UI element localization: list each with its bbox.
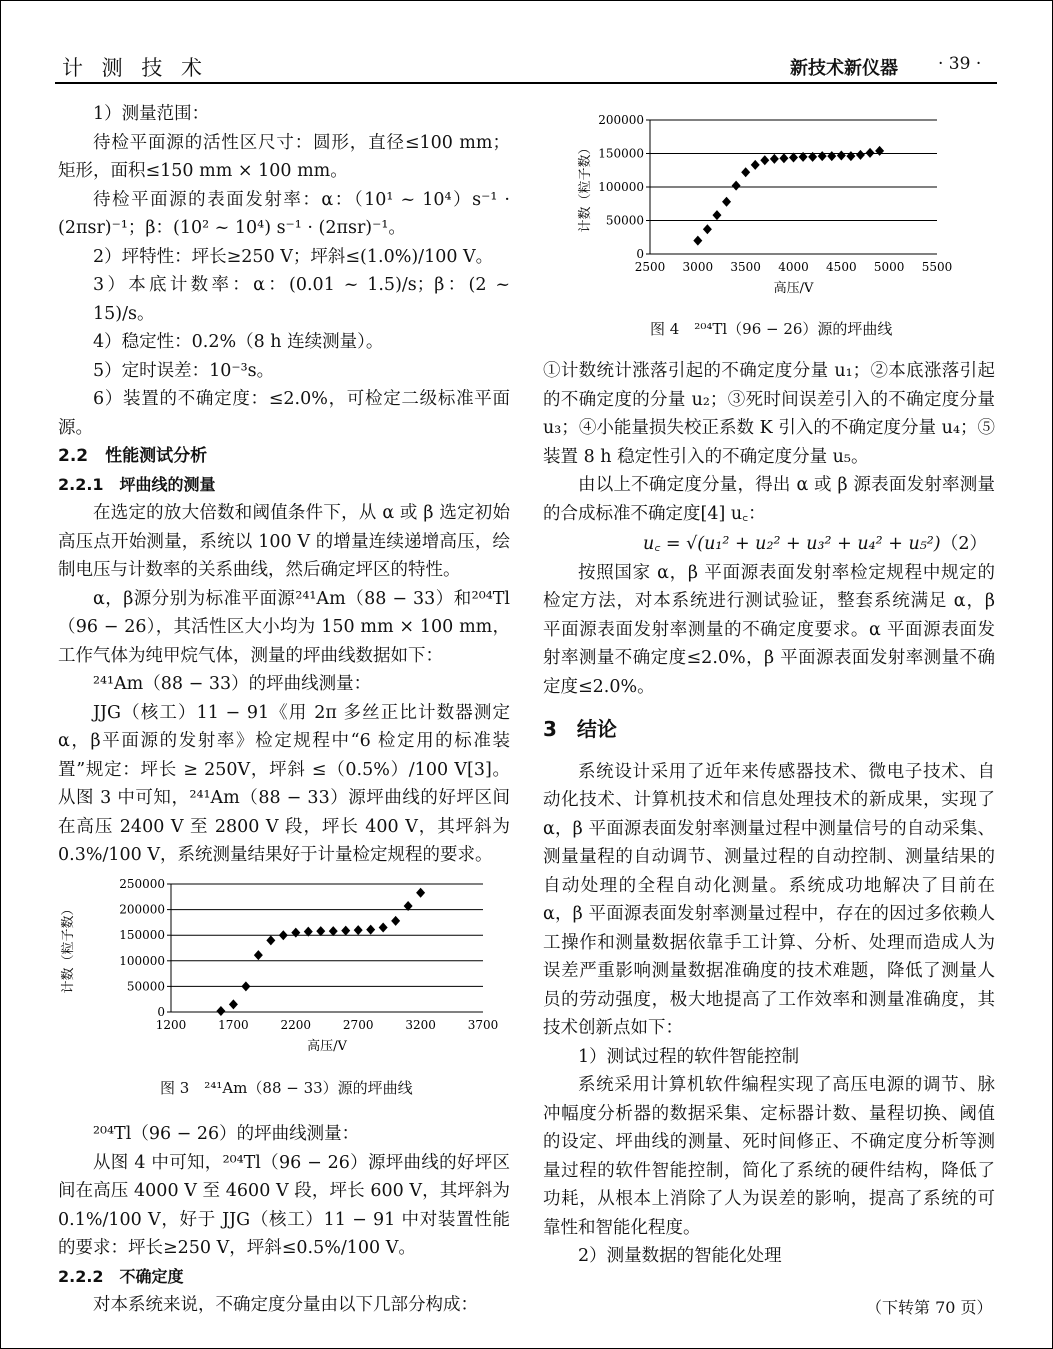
- data-point: [693, 236, 702, 246]
- paragraph: 1）测量范围：: [93, 104, 210, 124]
- data-point: [770, 154, 779, 164]
- paragraph: 6）装置的不确定度：≤2.0%，可检定二级标准平面源。: [58, 389, 510, 438]
- data-point: [216, 1006, 225, 1016]
- data-point: [279, 930, 288, 940]
- continued-note: （下转第 70 页）: [866, 1298, 993, 1317]
- data-point: [291, 928, 300, 938]
- journal-name: 计 测 技 术: [62, 56, 209, 80]
- data-point: [818, 151, 827, 161]
- paragraph: JJG（核工）11 − 91《用 2π 多丝正比计数器测定 α，β平面源的发射率》检定规程中“6 检定用的标准装置”规定：坪长 ≥ 250V，坪斜 ≤（0.5%）/100 V[3]。从图 3 中可知，²⁴¹Am（88 − 33）源坪曲线的好坪区间在高压 2400 V 至 2800 V 段，坪长 400 V，其坪斜为 0.3%/100 V，系统测量结果好于计量检定规程的要求。: [58, 702, 510, 865]
- paragraph: 4）稳定性：0.2%（8 h 连续测量）。: [93, 332, 384, 352]
- paragraph: 由以上不确定度分量，得出 α 或 β 源表面发射率测量的合成标准不确定度[4] u꜀：: [543, 475, 995, 524]
- data-point: [741, 167, 750, 177]
- equation-body: u꜀ = √(u₁² + u₂² + u₃² + u₄² + u₅²): [643, 534, 941, 554]
- x-tick-label: 4000: [778, 260, 809, 274]
- paragraph: ①计数统计涨落引起的不确定度分量 u₁；②本底涨落引起的不确定度的分量 u₂；③死时间误差引入的不确定度分量 u₃；④小能量损失校正系数 K 引入的不确定度分量 u₄；⑤装置 8 h 稳定性引入的不确定度分量 u₅。: [543, 361, 995, 467]
- data-point: [229, 999, 238, 1009]
- paragraph: ²⁴¹Am（88 − 33）的坪曲线测量：: [93, 674, 372, 694]
- paragraph: 待检平面源的活性区尺寸：圆形，直径≤100 mm；矩形，面积≤150 mm × 100 mm。: [58, 132, 510, 181]
- data-point: [789, 153, 798, 163]
- paragraph: 2.2 性能测试分析: [58, 446, 208, 466]
- paragraph: 2.2.2 不确定度: [58, 1266, 184, 1286]
- y-tick-label: 0: [636, 247, 644, 261]
- x-tick-label: 3200: [405, 1018, 436, 1032]
- section-title: 新技术新仪器: [790, 58, 898, 79]
- data-point: [751, 160, 760, 170]
- y-tick-label: 150000: [598, 146, 644, 161]
- paragraph: 在选定的放大倍数和阈值条件下，从 α 或 β 选定初始高压点开始测量，系统以 100 V 的增量连续递增高压，绘制电压与计数率的关系曲线，然后确定坪区的特性。: [58, 503, 510, 580]
- x-tick-label: 5000: [873, 260, 905, 274]
- data-point: [416, 888, 425, 898]
- data-point: [391, 916, 400, 926]
- data-point: [722, 197, 731, 207]
- right-column-part-b: [543, 559, 995, 1271]
- y-tick-label: 150000: [119, 928, 165, 943]
- figure-4-caption: 图 4 ²⁰⁴Tl（96 − 26）源的坪曲线: [650, 320, 893, 338]
- y-tick-label: 50000: [126, 979, 165, 994]
- data-point: [875, 146, 884, 156]
- figure-4-chart: [575, 110, 975, 310]
- header-rule: [55, 82, 997, 84]
- x-tick-label: 1200: [155, 1018, 187, 1032]
- figure-3-chart: [58, 872, 508, 1052]
- right-column-part-a: [543, 357, 995, 528]
- data-point: [760, 155, 769, 165]
- y-axis-label: 计数（粒子数）: [578, 141, 593, 233]
- paragraph: 1）测试过程的软件智能控制: [578, 1046, 800, 1067]
- equation-number: （2）: [940, 534, 987, 554]
- figure-3-caption: 图 3 ²⁴¹Am（88 − 33）源的坪曲线: [160, 1079, 413, 1097]
- x-tick-label: 4500: [826, 260, 857, 274]
- data-point: [732, 181, 741, 191]
- y-tick-label: 200000: [598, 113, 644, 127]
- x-tick-label: 1700: [218, 1018, 249, 1032]
- paragraph: 3）本底计数率：α：(0.01 ~ 1.5)/s；β：(2 ~ 15)/s。: [93, 275, 510, 324]
- paragraph: 从图 4 中可知，²⁰⁴Tl（96 − 26）源坪曲线的好坪区间在高压 4000 V 至 4600 V 段，坪长 600 V，其坪斜为 0.1%/100 V，好于 JJG（核工）11 − 91 中对装置性能的要求：坪长≥250 V，坪斜≤0.5%/100 V。: [58, 1152, 510, 1258]
- y-tick-label: 250000: [119, 877, 165, 891]
- paragraph: 系统设计采用了近年来传感器技术、微电子技术、自动化技术、计算机技术和信息处理技术的新成果，实现了 α，β 平面源表面发射率测量过程中测量信号的自动采集、测量量程的自动调节、测量过程的自动控制、测量结果的自动处理的全程自动化测量。系统成功地解决了目前在 α，β 平面源表面发射率测量过程中，存在的因过多依赖人工操作和测量数据依靠手工计算、分析、处理而造成人为误差严重影响测量数据准确度的技术难题，降低了测量人员的劳动强度，极大地提高了工作效率和测量准确度，其技术创新点如下：: [543, 761, 995, 1038]
- y-tick-label: 200000: [119, 902, 165, 917]
- data-point: [703, 224, 712, 234]
- data-point: [354, 925, 363, 935]
- paragraph: 3 结论: [543, 717, 617, 741]
- x-tick-label: 2700: [342, 1018, 374, 1032]
- x-axis-label: 高压/V: [307, 1039, 347, 1052]
- right-column: [543, 357, 995, 1271]
- x-tick-label: 3500: [730, 260, 761, 274]
- data-point: [779, 153, 788, 163]
- data-point: [866, 148, 875, 158]
- equation-2: [543, 528, 995, 559]
- data-point: [254, 950, 263, 960]
- page-number: · 39 ·: [938, 54, 982, 74]
- y-tick-label: 0: [157, 1005, 165, 1019]
- data-point: [827, 151, 836, 161]
- data-point: [316, 926, 325, 936]
- x-tick-label: 2200: [280, 1018, 312, 1032]
- data-point: [712, 210, 721, 220]
- data-point: [856, 150, 865, 160]
- y-tick-label: 100000: [598, 180, 644, 194]
- paragraph: 系统采用计算机软件编程实现了高压电源的调节、脉冲幅度分析器的数据采集、定标器计数、量程切换、阈值的设定、坪曲线的测量、死时间修正、不确定度分析等测量过程的软件智能控制，简化了系统的硬件结构，降低了功耗，从根本上消除了人为误差的影响，提高了系统的可靠性和智能化程度。: [543, 1075, 995, 1238]
- data-point: [329, 926, 338, 936]
- y-tick-label: 100000: [119, 953, 165, 968]
- left-column-top: [58, 100, 510, 870]
- paragraph: 对本系统来说，不确定度分量由以下几部分构成：: [93, 1295, 478, 1315]
- data-point: [837, 151, 846, 161]
- data-point: [846, 151, 855, 161]
- data-point: [341, 926, 350, 936]
- figure-4: [575, 110, 975, 314]
- paragraph: ²⁰⁴Tl（96 − 26）的坪曲线测量：: [93, 1124, 360, 1144]
- paragraph: 待检平面源的表面发射率：α：（10¹ ~ 10⁴）s⁻¹ · (2πsr)⁻¹；β：(10² ~ 10⁴) s⁻¹ · (2πsr)⁻¹。: [58, 189, 510, 238]
- x-tick-label: 2500: [634, 260, 666, 274]
- x-tick-label: 5500: [921, 260, 953, 274]
- paragraph: 2）坪特性：坪长≥250 V；坪斜≤(1.0%)/100 V。: [93, 246, 494, 267]
- data-point: [379, 923, 388, 933]
- paragraph: 2）测量数据的智能化处理: [578, 1246, 782, 1266]
- data-point: [366, 925, 375, 935]
- x-axis-label: 高压/V: [773, 281, 814, 296]
- paragraph: α，β源分别为标准平面源²⁴¹Am（88 − 33）和²⁰⁴Tl（96 − 26），其活性区大小均为 150 mm × 100 mm，工作气体为纯甲烷气体，测量的坪曲线数据如下：: [58, 588, 510, 666]
- x-tick-label: 3700: [467, 1018, 499, 1032]
- x-tick-label: 3000: [682, 260, 714, 274]
- figure-3: [58, 872, 508, 1056]
- left-column-bottom: [58, 1120, 510, 1320]
- paragraph: 按照国家 α，β 平面源表面发射率检定规程中规定的检定方法，对本系统进行测试验证，整套系统满足 α，β 平面源表面发射率测量的不确定度要求。α 平面源表面发射率测量不确定度≤2.0%，β 平面源表面发射率测量不确定度≤2.0%。: [543, 562, 995, 697]
- paragraph: 2.2.1 坪曲线的测量: [58, 474, 216, 494]
- data-point: [266, 935, 275, 945]
- y-axis-label: 计数（粒子数）: [61, 902, 76, 994]
- paragraph: 5）定时误差：10⁻³s。: [93, 360, 275, 381]
- y-tick-label: 50000: [605, 213, 644, 228]
- data-point: [241, 981, 250, 991]
